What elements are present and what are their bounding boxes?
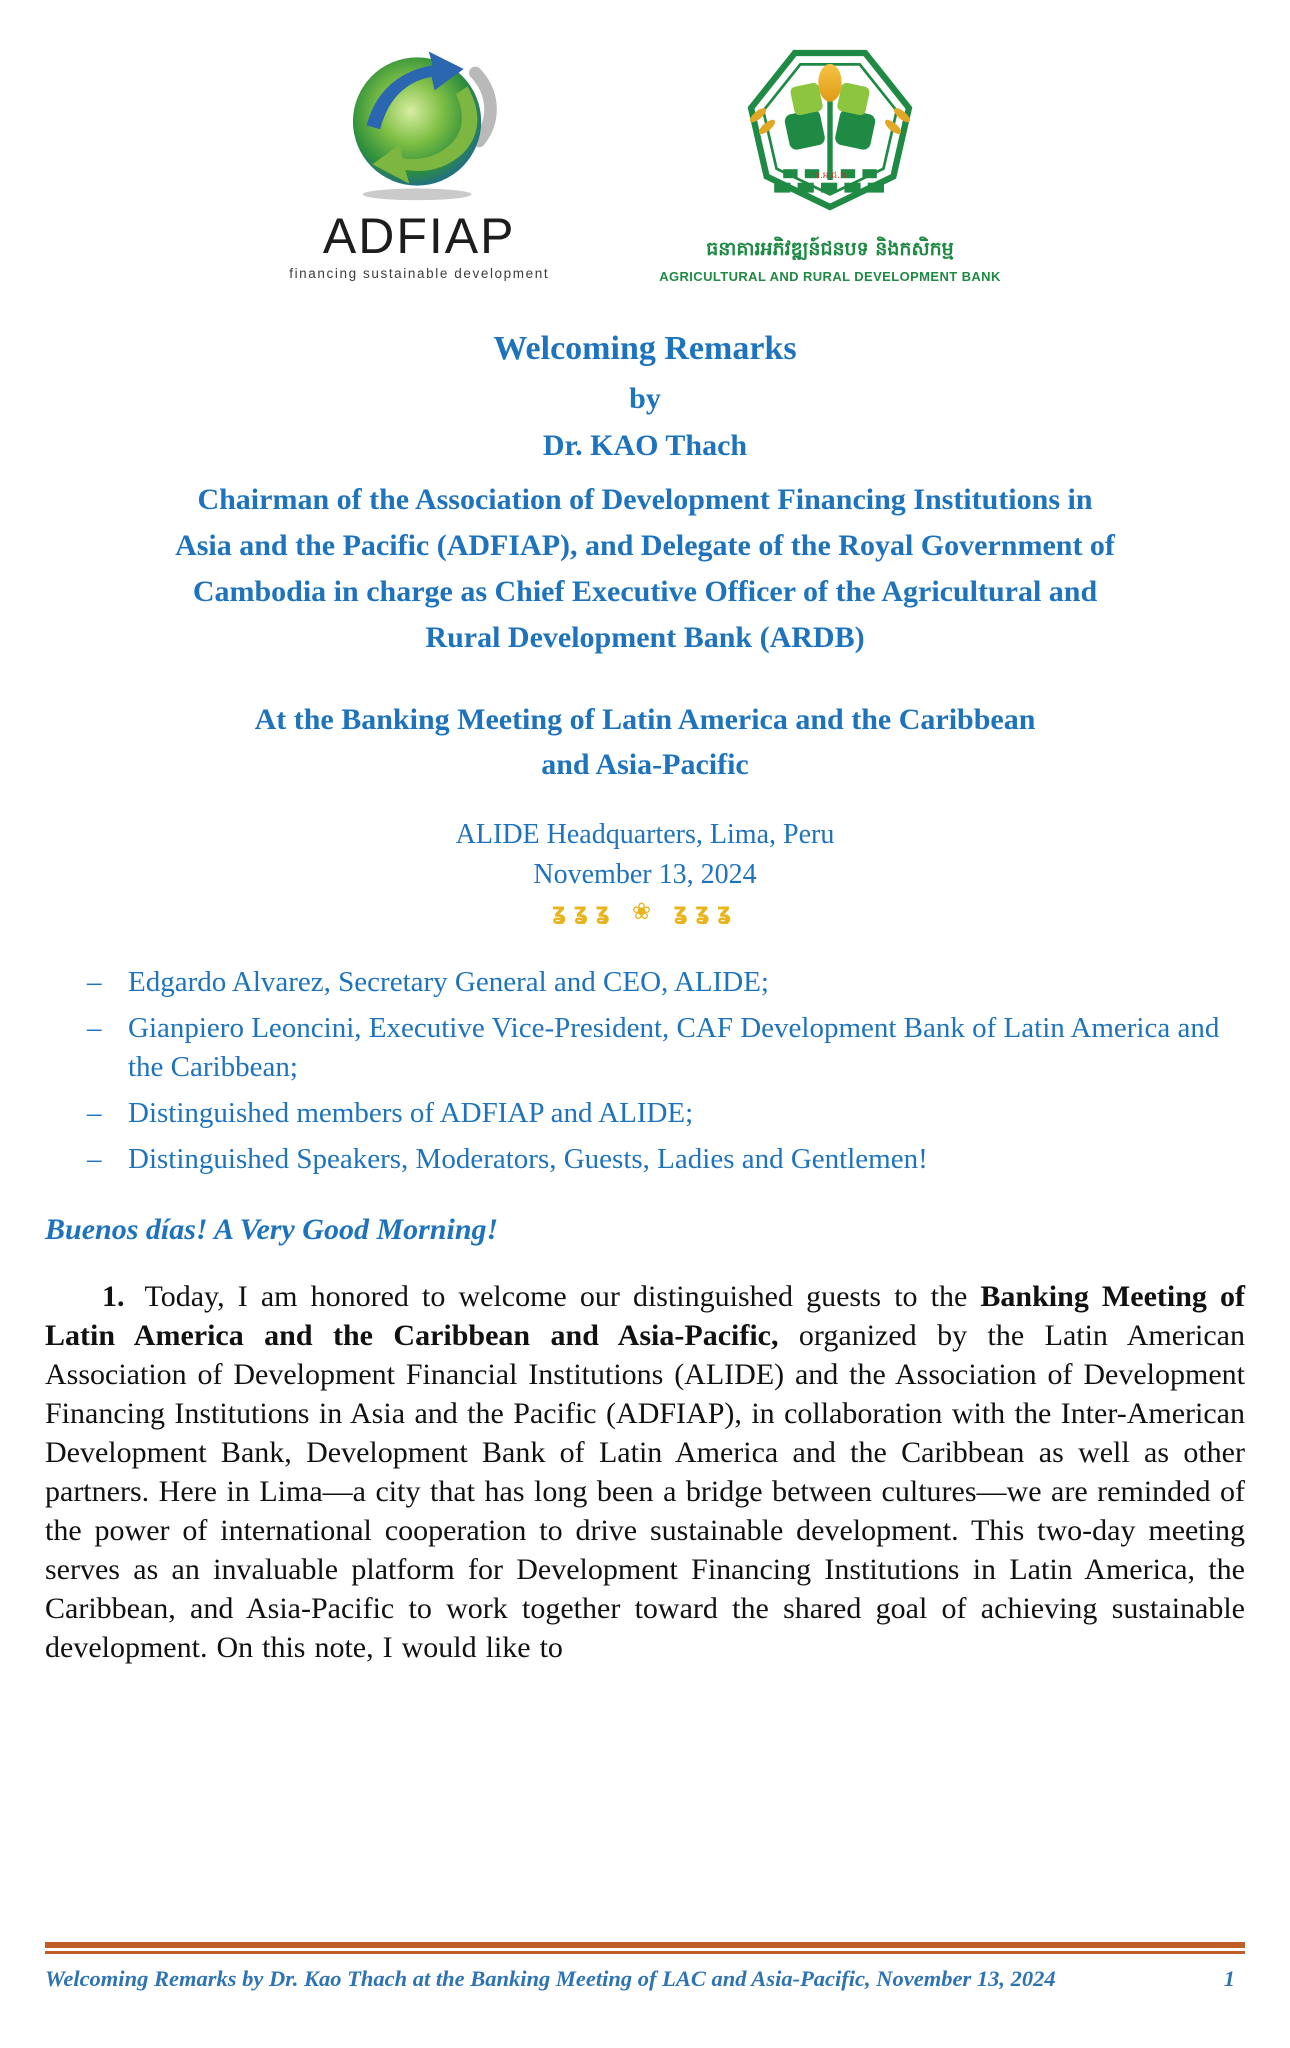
- adfiap-logo: [289, 36, 549, 281]
- dash-bullet: –: [87, 966, 102, 998]
- ardb-logo: [659, 36, 1001, 284]
- footer-rule-thin: [45, 1951, 1245, 1954]
- footer-row: [45, 1966, 1245, 1992]
- adfiap-wordmark: ADFIAP: [322, 208, 516, 264]
- paragraph-body-text: organized by the Latin American Association of Development Financial Institutions (ALIDE) and the Association of Development Financing Institutions in Asia and the Pacific (ADFIAP), in collaboration with the Inter-American Development Bank, Development Bank of Latin America and the Caribbean as well as other partners. Here in Lima—a city that has long been a bridge between cultures—we are reminded of the power of international cooperation to drive sustainable development. This two-day meeting serves as an invaluable platform for Development Financing Institutions in Latin America, the Caribbean, and Asia-Pacific to work together toward the shared goal of achieving sustainable development. On this note, I would like to: [45, 1319, 1245, 1664]
- event-title: [0, 697, 1290, 787]
- speaker-role-line: Rural Development Bank (ARDB): [425, 621, 865, 654]
- page-footer: [45, 1942, 1245, 1992]
- event-venue: ALIDE Headquarters, Lima, Peru: [455, 819, 835, 850]
- speaker-role-line: Asia and the Pacific (ADFIAP), and Delegate of the Royal Government of: [175, 529, 1115, 562]
- list-item: [45, 1094, 1245, 1133]
- title-by: by: [629, 382, 661, 415]
- ardb-emblem-icon: [740, 36, 920, 221]
- adfiap-tagline: financing sustainable development: [289, 266, 550, 281]
- ardb-english-name: AGRICULTURAL AND RURAL DEVELOPMENT BANK: [659, 269, 1001, 284]
- list-item: [45, 1140, 1245, 1179]
- dash-bullet: –: [87, 1143, 102, 1175]
- event-title-line: At the Banking Meeting of Latin America and the Caribbean: [254, 703, 1036, 736]
- page-number: 1: [1223, 1966, 1235, 1991]
- footer-rule-thick: [45, 1942, 1245, 1948]
- paragraph-bold-text: Banking Meeting of Latin America and the Caribbean and Asia-Pacific,: [45, 1280, 1245, 1352]
- salutation-text: Distinguished Speakers, Moderators, Guests, Ladies and Gentlemen!: [128, 1143, 928, 1175]
- paragraph-1: [45, 1277, 1245, 1667]
- salutation-text: Gianpiero Leoncini, Executive Vice-President, CAF Development Bank of Latin America and the Caribbean;: [128, 1012, 1220, 1083]
- list-item: [45, 1009, 1245, 1087]
- event-date: November 13, 2024: [533, 859, 757, 890]
- speaker-role-line: Chairman of the Association of Development Financing Institutions in: [197, 483, 1093, 516]
- speaker-role-line: Cambodia in charge as Chief Executive Officer of the Agricultural and: [192, 575, 1098, 608]
- speaker-name: Dr. KAO Thach: [542, 429, 748, 462]
- footer-caption: Welcoming Remarks by Dr. Kao Thach at the Banking Meeting of LAC and Asia-Pacific, November 13, 2024: [45, 1966, 1056, 1991]
- ornament-divider: ʓʓʓ ❀ ʓʓʓ: [551, 899, 739, 925]
- paragraph-lead-text: Today, I am honored to welcome our distinguished guests to the: [144, 1280, 981, 1313]
- list-item: [45, 963, 1245, 1002]
- salutation-text: Distinguished members of ADFIAP and ALIDE;: [128, 1097, 694, 1129]
- ardb-emblem-initials: ធ.អ.ជ.ក: [814, 171, 846, 181]
- dash-bullet: –: [87, 1012, 102, 1044]
- header-logos: [0, 0, 1290, 284]
- dash-bullet: –: [87, 1097, 102, 1129]
- paragraph-number: 1.: [102, 1280, 125, 1313]
- event-title-line: and Asia-Pacific: [541, 748, 749, 781]
- greeting-line: Buenos días! A Very Good Morning!: [45, 1213, 499, 1246]
- salutation-list: [45, 963, 1245, 1179]
- document-title: Welcoming Remarks: [493, 330, 797, 367]
- salutation-text: Edgardo Alvarez, Secretary General and CEO, ALIDE;: [128, 966, 769, 998]
- speaker-role: [0, 477, 1290, 661]
- ardb-khmer-name: ធនាគារអភិវឌ្ឍន៍ជនបទ និងកសិកម្ម: [706, 238, 954, 260]
